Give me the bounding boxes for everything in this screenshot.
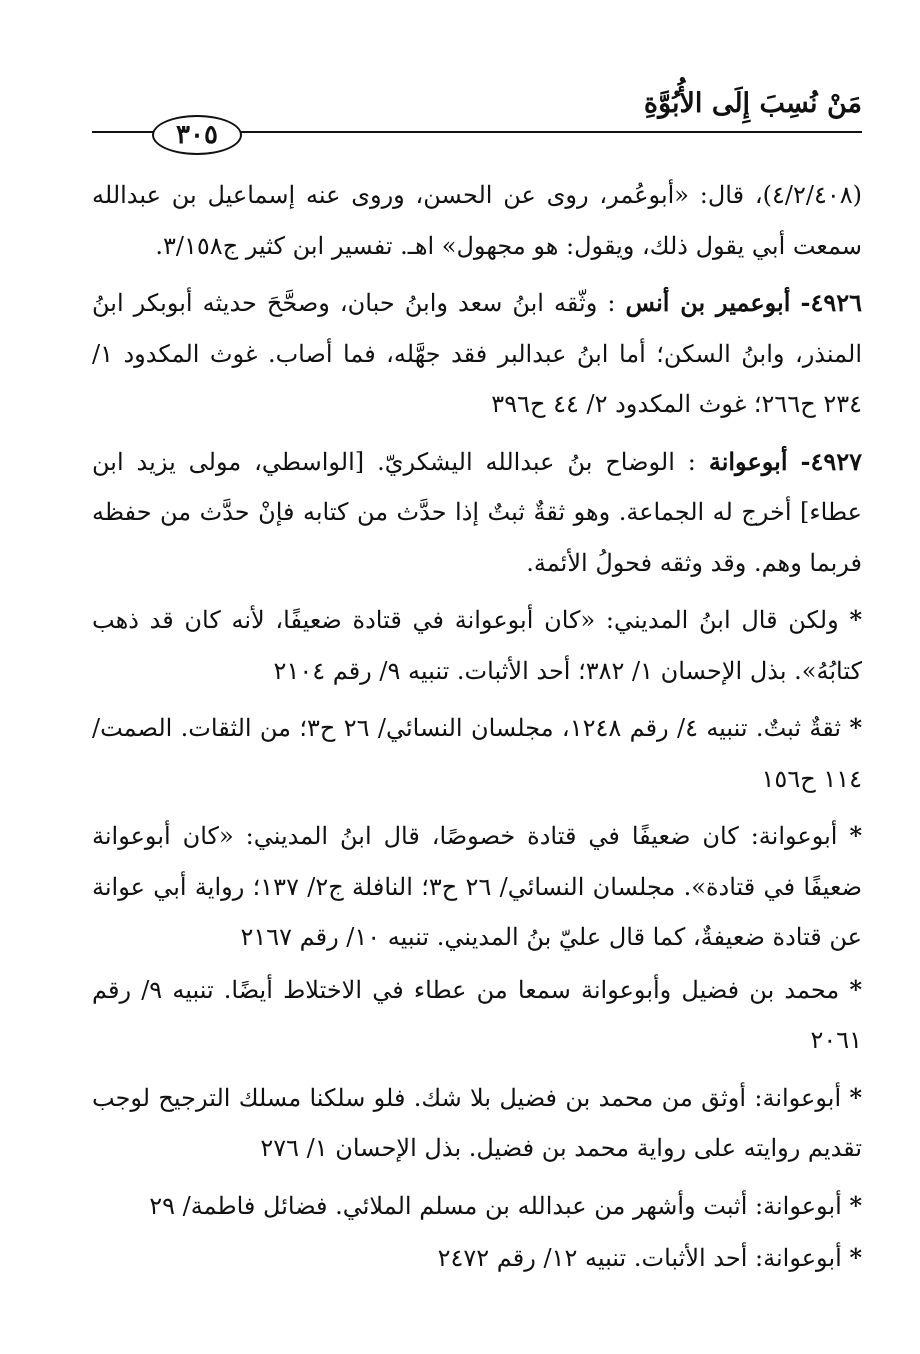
- entry-name: أبوعوانة: [708, 446, 788, 476]
- note-paragraph: [92, 811, 862, 963]
- note-text: أبوعوانة: أثبت وأشهر من عبدالله بن مسلم الملائي. فضائل فاطمة/ ٢٩: [149, 1191, 842, 1220]
- star-marker: *: [849, 1082, 863, 1112]
- note-text: ثقةٌ ثبتٌ. تنبيه ٤/ رقم ١٢٤٨، مجلسان النسائي/ ٢٦ ح٣؛ من الثقات. الصمت/ ١١٤ ح١٥٦: [92, 714, 862, 793]
- note-paragraph: [92, 1233, 862, 1284]
- note-paragraph: [92, 703, 862, 804]
- star-marker: *: [849, 713, 863, 742]
- entry-name: أبوعمير بن أنس: [625, 288, 791, 317]
- entry-4926: [92, 278, 862, 430]
- star-marker: *: [849, 605, 862, 634]
- star-marker: *: [849, 974, 862, 1004]
- body-text: [92, 170, 862, 1286]
- entry-4927: [92, 437, 862, 589]
- note-paragraph: [92, 1073, 862, 1174]
- page-number: ٣٠٥: [152, 115, 242, 155]
- running-head-title: مَنْ نُسِبَ إِلَى الأُبُوَّةِ: [643, 88, 862, 119]
- note-text: محمد بن فضيل وأبوعوانة سمعا من عطاء في الاختلاط أيضًا. تنبيه ٩/ رقم ٢٠٦١: [92, 975, 862, 1054]
- continuation-paragraph: (٤/٢/٤٠٨)، قال: «أبوعُمر، روى عن الحسن، وروى عنه إسماعيل بن عبدالله سمعت أبي يقول ذلك، ويقول: هو مجهول» اهـ. تفسير ابن كثير ج٣/١٥٨.: [92, 181, 862, 260]
- entry-number: ٤٩٢٧-: [800, 446, 862, 476]
- note-text: ولكن قال ابنُ المديني: «كان أبوعوانة في قتادة ضعيفًا، لأنه كان قد ذهب كتابُهُ». بذل الإحسان ١/ ٣٨٢؛ أحد الأثبات. تنبيه ٩/ رقم ٢١٠٤: [92, 606, 862, 685]
- note-paragraph: [92, 1181, 862, 1232]
- entry-number: ٤٩٢٦-: [800, 288, 862, 317]
- entry-text: : الوضاح بنُ عبدالله اليشكريّ. [الواسطي، مولى يزيد ابن عطاء] أخرج له الجماعة. وهو ثقةٌ ثبتٌ إذا حدَّث من كتابه فإنْ حدَّث من حفظه فربما وهم. وقد وثقه فحولُ الأئمة.: [92, 447, 862, 577]
- note-text: أبوعوانة: أوثق من محمد بن فضيل بلا شك. فلو سلكنا مسلك الترجيح لوجب تقديم روايته على رواية محمد بن فضيل. بذل الإحسان ١/ ٢٧٦: [92, 1083, 862, 1162]
- note-paragraph: [92, 595, 862, 696]
- star-marker: *: [849, 1190, 862, 1220]
- note-text: أبوعوانة: كان ضعيفًا في قتادة خصوصًا، قال ابنُ المديني: «كان أبوعوانة ضعيفًا في قتادة». مجلسان النسائي/ ٢٦ ح٣؛ النافلة ج٢/ ١٣٧؛ رواية أبي عوانة عن قتادة ضعيفةٌ، كما قال عليّ بنُ المديني. تنبيه ١٠/ رقم ٢١٦٧: [92, 822, 863, 951]
- note-paragraph: [92, 965, 862, 1066]
- star-marker: *: [849, 1243, 862, 1272]
- entry-text: : وثّقه ابنُ سعد وابنُ حبان، وصحَّحَ حديثه أبوبكر ابنُ المنذر، وابنُ السكن؛ أما ابنُ عبدالبر فقد جهَّله، فما أصاب. غوث المكدود ١/ ٢٣٤ ح٢٦٦؛ غوث المكدود ٢/ ٤٤ ح٣٩٦: [92, 289, 862, 418]
- star-marker: *: [849, 821, 862, 850]
- note-text: أبوعوانة: أحد الأثبات. تنبيه ١٢/ رقم ٢٤٧٢: [437, 1244, 842, 1272]
